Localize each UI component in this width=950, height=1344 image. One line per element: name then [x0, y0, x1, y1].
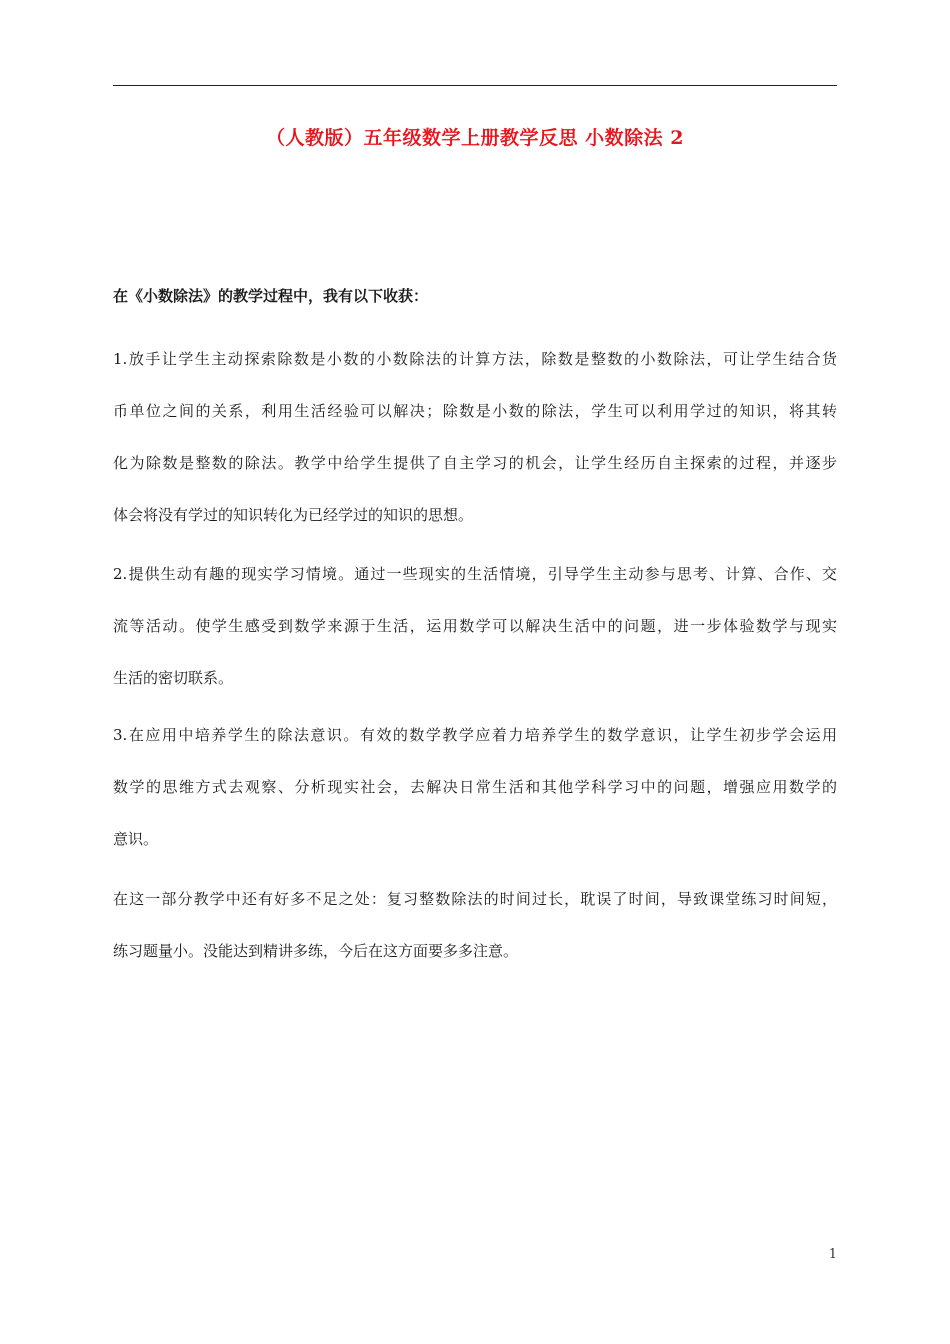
paragraph-line: 生活的密切联系。 — [113, 669, 234, 687]
paragraph-line: 练习题量小。没能达到精讲多练，今后在这方面要多多注意。 — [113, 942, 519, 960]
paragraph-line: 1.放手让学生主动探索除数是小数的小数除法的计算方法，除数是整数的小数除法，可让学生结合货 — [113, 350, 837, 368]
paragraph-4 — [113, 886, 837, 990]
paragraph-line: 2.提供生动有趣的现实学习情境。通过一些现实的生活情境，引导学生主动参与思考、计算、合作、交 — [113, 565, 837, 583]
paragraph-line: 在这一部分教学中还有好多不足之处：复习整数除法的时间过长，耽误了时间，导致课堂练习时间短， — [113, 890, 837, 908]
intro-heading: 在《小数除法》的教学过程中，我有以下收获： — [113, 287, 429, 305]
paragraph-line: 意识。 — [113, 830, 159, 848]
page-number: 1 — [828, 1247, 837, 1262]
paragraph-3 — [113, 722, 837, 878]
header-rule — [113, 85, 837, 86]
paragraph-line: 币单位之间的关系，利用生活经验可以解决；除数是小数的除法，学生可以利用学过的知识，将其转 — [113, 402, 837, 420]
paragraph-line: 3.在应用中培养学生的除法意识。有效的数学教学应着力培养学生的数学意识，让学生初步学会运用 — [113, 726, 837, 744]
paragraph-1 — [113, 346, 837, 554]
paragraph-line: 流等活动。使学生感受到数学来源于生活，运用数学可以解决生活中的问题，进一步体验数学与现实 — [113, 617, 837, 635]
paragraph-line: 数学的思维方式去观察、分析现实社会，去解决日常生活和其他学科学习中的问题，增强应用数学的 — [113, 778, 837, 796]
paragraph-line: 化为除数是整数的除法。教学中给学生提供了自主学习的机会，让学生经历自主探索的过程，并逐步 — [113, 454, 837, 472]
paragraph-line: 体会将没有学过的知识转化为已经学过的知识的思想。 — [113, 506, 474, 524]
paragraph-2 — [113, 561, 837, 717]
document-title: （人教版）五年级数学上册教学反思 小数除法 2 — [266, 127, 684, 149]
